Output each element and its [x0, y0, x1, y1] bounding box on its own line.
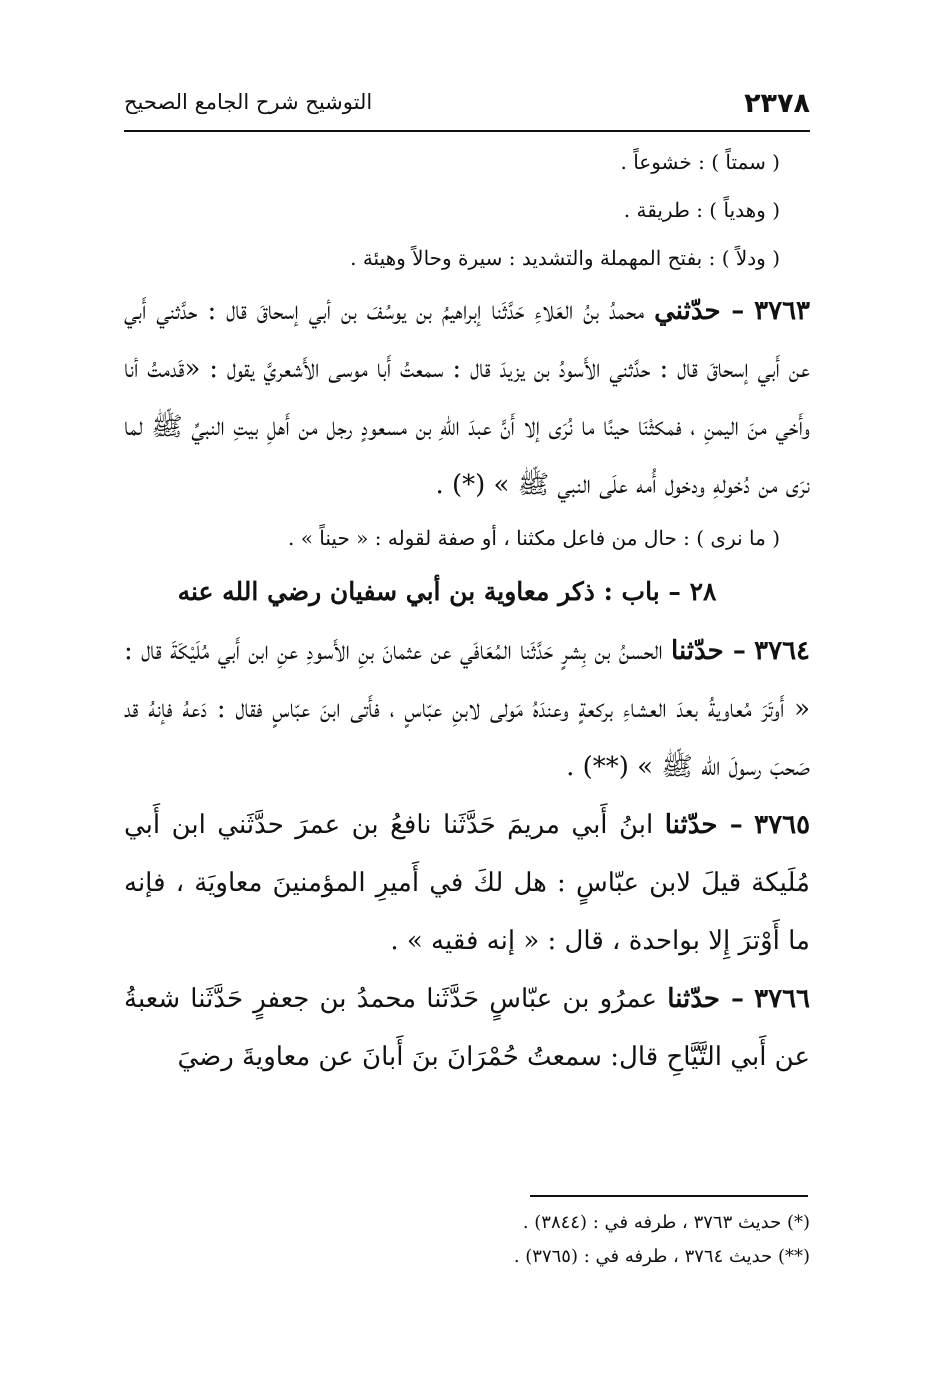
gloss-samtan: ( سمتاً ) : خشوعاً .	[620, 150, 780, 174]
footnote-rule	[530, 1195, 808, 1197]
hadith-number: ٣٧٦٦	[754, 984, 811, 1014]
footnotes	[124, 1206, 810, 1274]
hadith-3766	[124, 970, 810, 1086]
gloss-dallan: ( ودلاً ) : بفتح المهملة والتشديد : سيرة وحالاً وهيئة .	[350, 246, 780, 270]
page-number: ٢٣٧٨	[744, 88, 810, 119]
hadith-number: ٣٧٦٥	[754, 810, 811, 840]
footnote-2: (**) حديث ٣٧٦٤ ، طرفه في : (٣٧٦٥) .	[513, 1246, 810, 1267]
hadith-number: ٣٧٦٣	[754, 296, 811, 326]
page-header	[124, 84, 810, 126]
hadith-lead: – حدّثنا	[671, 636, 746, 666]
hadith-lead: – حدّثنا	[664, 810, 743, 840]
hadith-text: محمدُ بنُ العَلاءِ حَدَّثَنا إبراهيمُ بن يوسُفَ بن أبي إسحاقَ قال : حدَّثني أَبي عن أَبي إسحاقَ قال : حدَّثني الأَسودُ بن يزيدَ قال : سمعتُ أَبا موسى الأَشعريَّ يقول : «قَدمتُ أنا وأَخي منَ اليمنِ ، فمكثْنَا حينًا ما نُرَى إلا أَنَّ عبدَ اللهِ بن مسعودٍ رجل من أَهلِ بيتِ النبيِّ ﷺ لما نرَى من دُخولهِ ودخول أُمه علَى النبي ﷺ » (*) .	[124, 296, 810, 500]
header-rule	[124, 130, 810, 132]
hadith-3765	[124, 796, 810, 970]
hadith-text: عمرُو بن عبّاسٍ حَدَّثَنا محمدُ بن جعفرٍ حَدَّثَنا شعبةُ عن أَبي التَّيَّاحِ قال: سمعتُ حُمْرَانَ بنَ أَبانَ عن معاويةَ رضيَ	[124, 984, 810, 1072]
hadith-number: ٣٧٦٤	[754, 636, 811, 666]
hadith-text: ابنُ أَبي مريمَ حَدَّثَنا نافعُ بن عمرَ حدَّثَني ابن أَبي مُلَيكة قيلَ لابن عبّاسٍ : هل لكَ في أَميرِ المؤمنينَ معاويَة ، فإنه ما أَوْترَ إِلا بواحدة ، قال : « إنه فقيه » .	[124, 810, 810, 956]
running-title: التوشيح شرح الجامع الصحيح	[124, 90, 373, 114]
hadith-lead: – حدّثنا	[667, 984, 744, 1014]
chapter-title: ٢٨ – باب : ذكر معاوية بن أبي سفيان رضي الله عنه	[177, 577, 717, 606]
hadith-text: الحسنُ بن بِشرٍ حَدَّثَنا المُعَافَي عن عثمانَ بنِ الأَسودِ عنِ ابن أَبي مُلَيْكَةَ قال : « أَوتَرَ مُعاويةُ بعدَ العشاءِ بركعةٍ وعندَهُ مَولى لابنِ عبّاسٍ ، فأَتى ابنَ عبّاسٍ فقال : دَعهُ فإنهُ قد صَحبَ رسولَ الله ﷺ » (**) .	[124, 636, 810, 782]
gloss-ma-nara: ( ما نرى ) : حال من فاعل مكثنا ، أو صفة لقوله : « حيناً » .	[287, 526, 780, 550]
hadith-lead: – حدّثني	[654, 296, 745, 326]
main-text	[124, 138, 810, 1086]
hadith-3764	[124, 622, 810, 796]
gloss-hadyan: ( وهدياً ) : طريقة .	[623, 198, 780, 222]
hadith-3763	[124, 282, 810, 514]
footnote-1: (*) حديث ٣٧٦٣ ، طرفه في : (٣٨٤٤) .	[522, 1212, 810, 1233]
